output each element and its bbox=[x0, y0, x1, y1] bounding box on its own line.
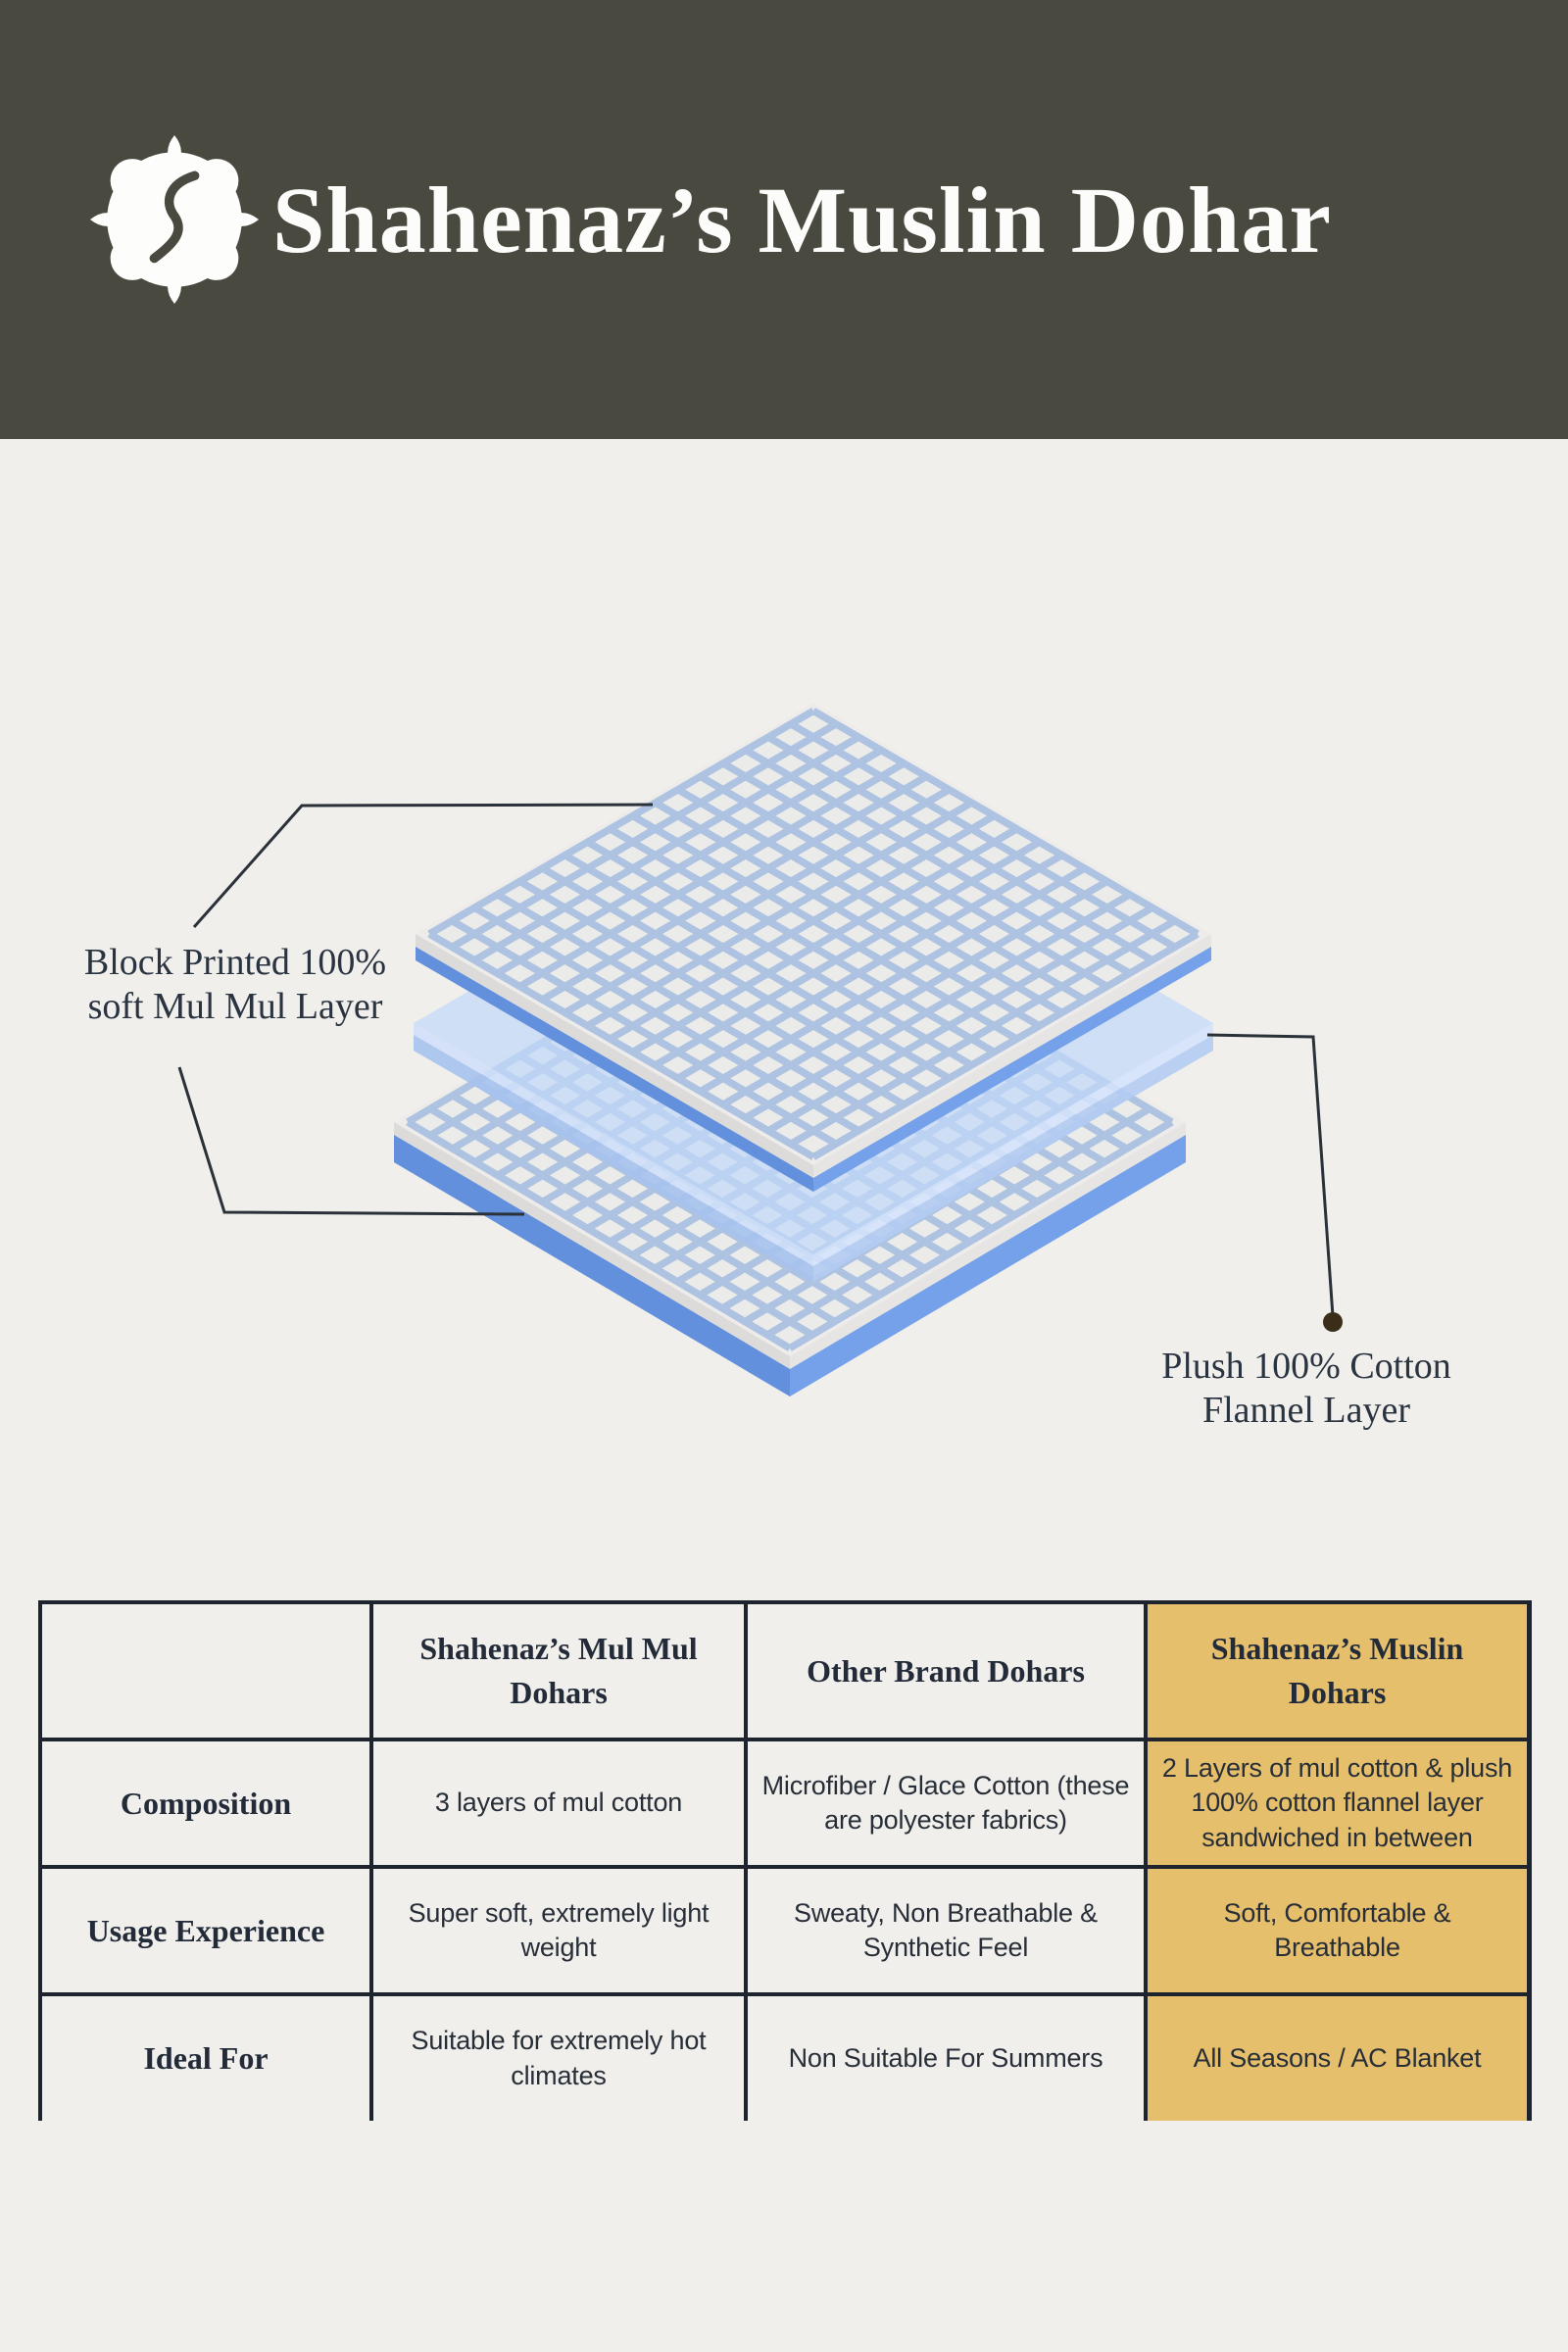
table-cell: 3 layers of mul cotton bbox=[373, 1741, 744, 1865]
table-header-other-brands: Other Brand Dohars bbox=[748, 1604, 1144, 1738]
row-label-ideal-for: Ideal For bbox=[42, 1996, 369, 2121]
row-label-usage-experience: Usage Experience bbox=[42, 1869, 369, 1992]
leader-dot bbox=[1323, 1312, 1343, 1332]
bottom-layer-label bbox=[1105, 1345, 1507, 1433]
page-title: Shahenaz’s Muslin Dohar bbox=[272, 167, 1332, 272]
table-cell: Non Suitable For Summers bbox=[748, 1996, 1144, 2121]
table-header-mulmul: Shahenaz’s Mul Mul Dohars bbox=[373, 1604, 744, 1738]
row-label-composition: Composition bbox=[42, 1741, 369, 1865]
leader-flannel-layer bbox=[1207, 1035, 1333, 1316]
table-cell-highlight: All Seasons / AC Blanket bbox=[1148, 1996, 1527, 2121]
top-layer-label bbox=[29, 941, 441, 1029]
table-header-empty bbox=[42, 1604, 369, 1738]
table-cell: Sweaty, Non Breathable & Synthetic Feel bbox=[748, 1869, 1144, 1992]
bottom-layer-label-line1: Plush 100% Cotton bbox=[1161, 1346, 1451, 1387]
comparison-table bbox=[38, 1600, 1532, 2121]
top-layer-label-line1: Block Printed 100% bbox=[83, 942, 387, 983]
table-header-muslin: Shahenaz’s Muslin Dohars bbox=[1148, 1604, 1527, 1738]
table-cell: Super soft, extremely light weight bbox=[373, 1869, 744, 1992]
top-layer-label-line2: soft Mul Mul Layer bbox=[87, 985, 383, 1027]
table-cell-highlight: Soft, Comfortable & Breathable bbox=[1148, 1869, 1527, 1992]
table-cell: Suitable for extremely hot climates bbox=[373, 1996, 744, 2121]
table-cell: Microfiber / Glace Cotton (these are polyester fabrics) bbox=[748, 1741, 1144, 1865]
table-cell-highlight: 2 Layers of mul cotton & plush 100% cotton flannel layer sandwiched in between bbox=[1148, 1741, 1527, 1865]
bottom-layer-label-line2: Flannel Layer bbox=[1201, 1389, 1411, 1431]
